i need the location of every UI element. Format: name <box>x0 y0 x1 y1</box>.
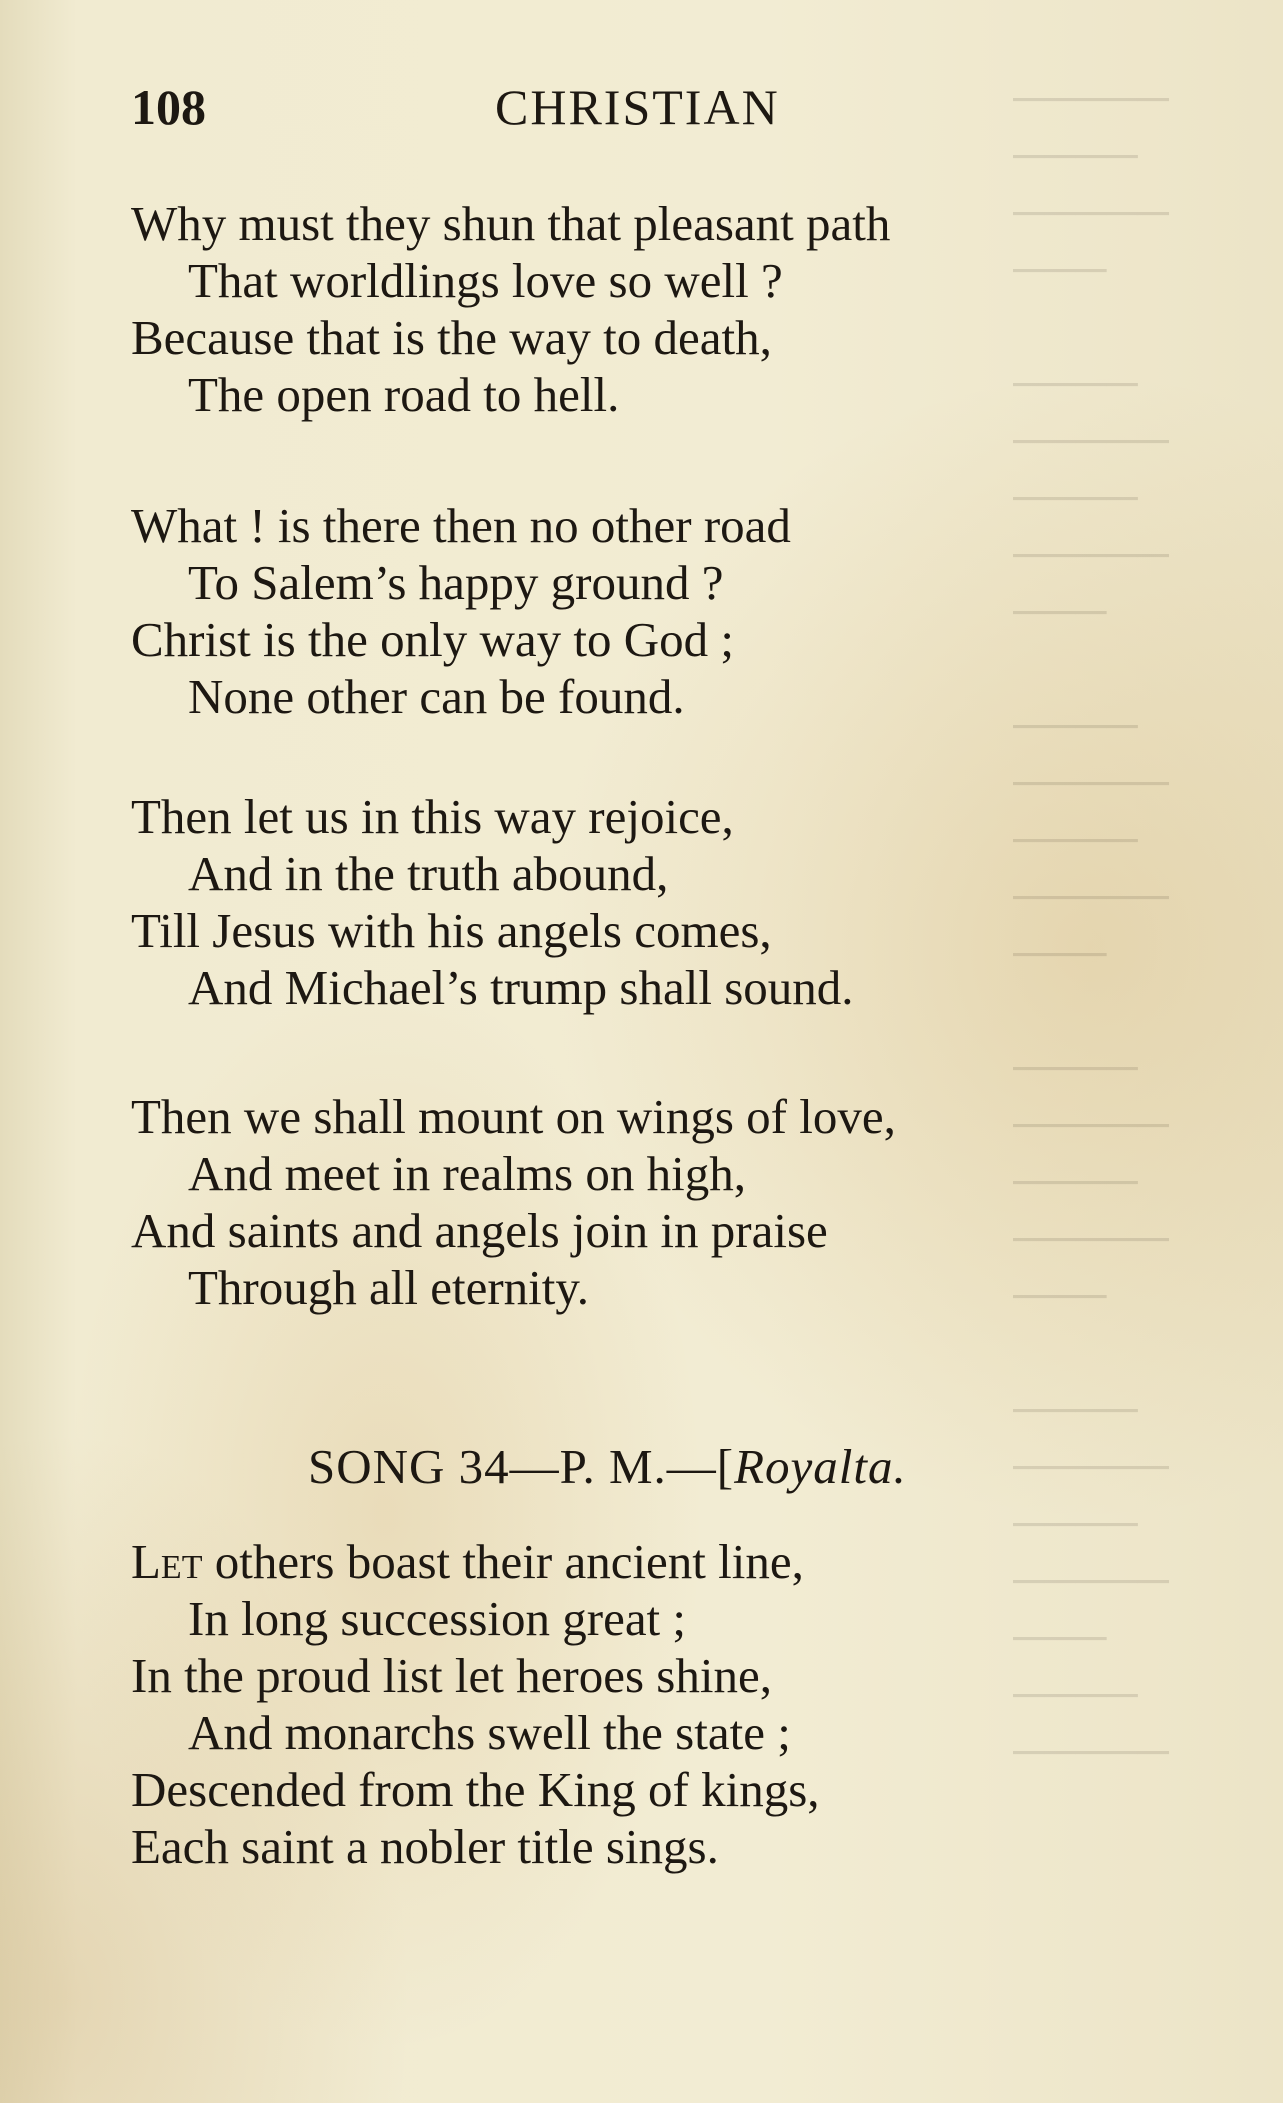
verse-line: And monarchs swell the state ; <box>188 1705 791 1760</box>
verse-line: And saints and angels join in praise <box>131 1203 828 1258</box>
stanza-1 <box>131 195 1131 423</box>
verse-line: The open road to hell. <box>188 367 620 422</box>
running-head: CHRISTIAN <box>495 79 780 135</box>
verse-line: In long succession great ; <box>188 1591 687 1646</box>
first-line-text: others boast their ancient line, <box>202 1534 804 1589</box>
verse-line: Till Jesus with his angels comes, <box>131 903 772 958</box>
verse-line: Because that is the way to death, <box>131 310 772 365</box>
verse-line: Why must they shun that pleasant path <box>131 196 891 251</box>
verse-line: Christ is the only way to God ; <box>131 612 734 667</box>
stanza-4 <box>131 1088 1131 1316</box>
verse-line: To Salem’s happy ground ? <box>188 555 724 610</box>
verse-line: And in the truth abound, <box>188 846 669 901</box>
show-through-texture: ───── ──── ───── ─── ──── ───── ──── ───── ─── ──── ───── ──── ───── ─── ──── ───── ──── ───── ─── ──── ───── ──── ───── ─── ──── ───── <box>1013 74 1169 1776</box>
song-heading <box>308 1438 907 1495</box>
verse-line: And Michael’s trump shall sound. <box>188 960 854 1015</box>
verse-line <box>131 1533 1131 1590</box>
verse-line: What ! is there then no other road <box>131 498 791 553</box>
verse-line: None other can be found. <box>188 669 685 724</box>
verse-line: Then let us in this way rejoice, <box>131 789 734 844</box>
verse-line: Descended from the King of kings, <box>131 1762 820 1817</box>
verse-line: Then we shall mount on wings of love, <box>131 1089 896 1144</box>
song-number: SONG 34—P. M.—[ <box>308 1439 735 1494</box>
verse-line: Through all eternity. <box>188 1260 589 1315</box>
tune-name: Royalta. <box>734 1439 907 1494</box>
page-header <box>131 78 851 138</box>
verse-line: Each saint a nobler title sings. <box>131 1819 719 1874</box>
page-number: 108 <box>131 79 206 135</box>
verse-line: And meet in realms on high, <box>188 1146 746 1201</box>
drop-word: Let <box>131 1534 203 1589</box>
song-stanza <box>131 1533 1131 1875</box>
stanza-3 <box>131 788 1131 1016</box>
stanza-2 <box>131 497 1131 725</box>
verse-line: That worldlings love so well ? <box>188 253 783 308</box>
verse-line: In the proud list let heroes shine, <box>131 1648 772 1703</box>
